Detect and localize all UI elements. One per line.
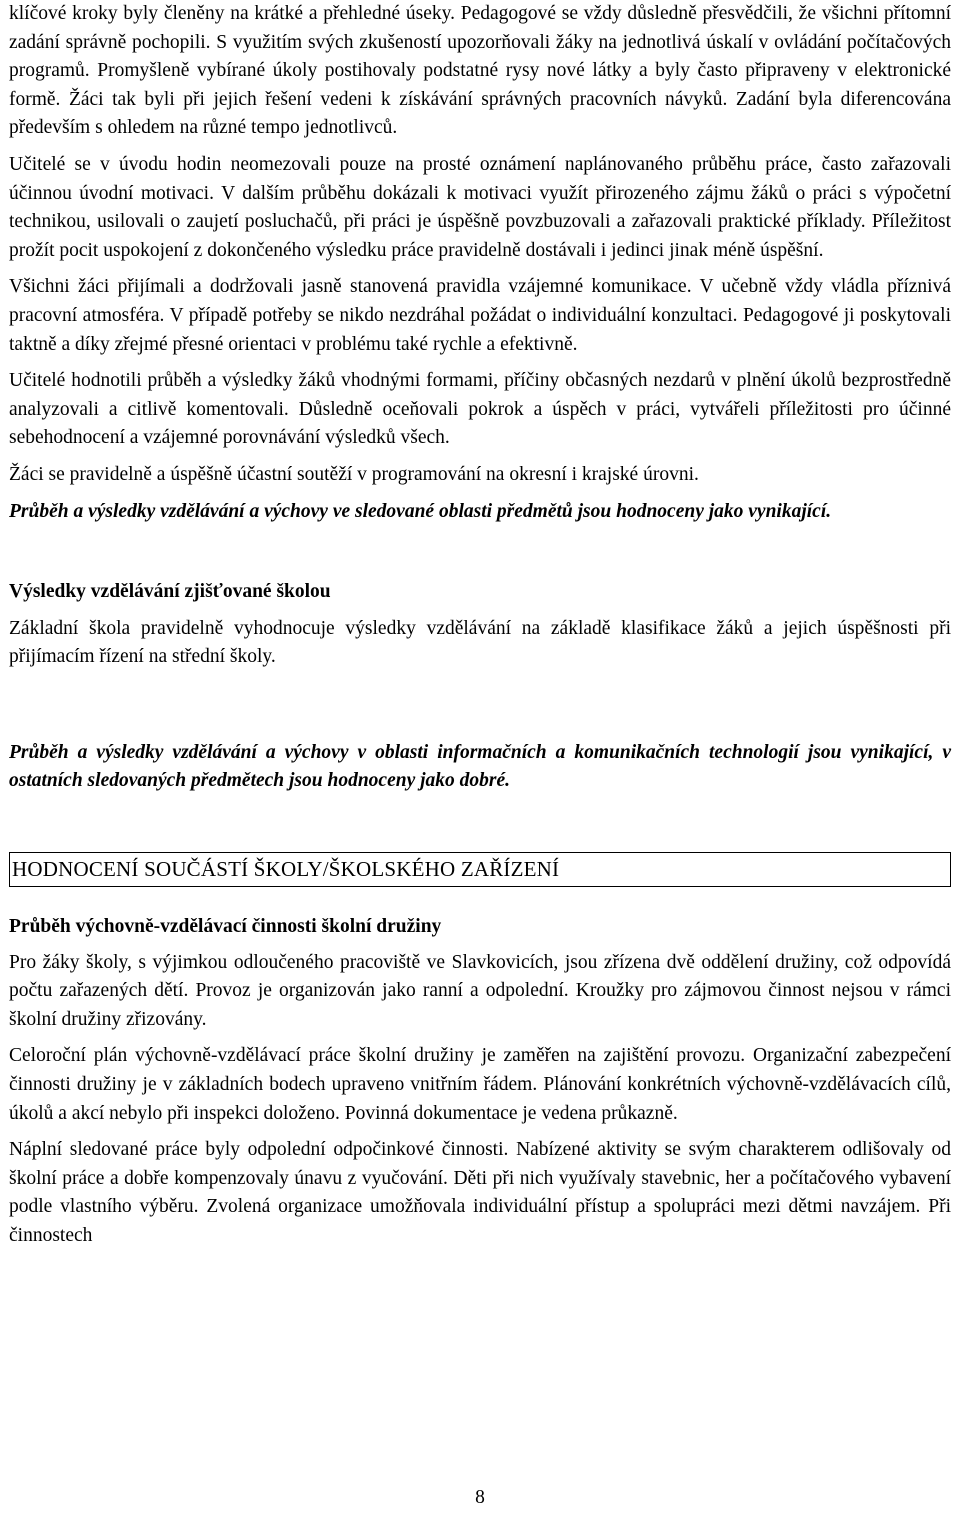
heading-after-school-club: Průběh výchovně-vzdělávací činnosti školní družiny xyxy=(9,916,442,938)
paragraph-teacher-motivation: Učitelé se v úvodu hodin neomezovali pouze na prosté oznámení naplánovaného průběhu práce, často zařazovali účinnou úvodní motivaci. V dalším průběhu dokázali k motivaci využít přirozeného zájmu žáků o práci s výpočetní technikou, usilovali o zaujetí posluchačů, při práci je úspěšně povzbuzovali a zařazovali praktické příklady. Příležitost prožít pocit uspokojení z dokončeného výsledku práce pravidelně dostávali i jedinci jinak méně úspěšní. xyxy=(9,153,951,261)
paragraph-lesson-steps: klíčové kroky byly členěny na krátké a přehledné úseky. Pedagogové se vždy důsledně přesvědčili, že všichni přítomní zadání správně pochopili. S využitím svých zkušeností upozorňovali žáky na jednotlivá úskalí v ovládání počítačových programů. Promyšleně vybírané úkoly postihovaly podstatné rysy nové látky a byly často připraveny v elektronické formě. Žáci tak byli při jejich řešení vedeni k získávání správných pracovních návyků. Zadání byla diferencována především s ohledem na různé tempo jednotlivců. xyxy=(9,3,951,139)
paragraph-school-results: Základní škola pravidelně vyhodnocuje výsledky vzdělávání na základě klasifikace žáků a jejich úspěšnosti při přijímacím řízení na střední školy. xyxy=(9,617,951,668)
section-title-box: HODNOCENÍ SOUČÁSTÍ ŠKOLY/ŠKOLSKÉHO ZAŘÍZENÍ xyxy=(9,852,951,887)
paragraph-club-plan: Celoroční plán výchovně-vzdělávací práce školní družiny je zaměřen na zajištění provozu. Organizační zabezpečení činnosti družiny je v základních bodech upraveno vnitřním řádem. Plánování konkrétních výchovně-vzdělávacích cílů, úkolů a akcí nebylo při inspekci doloženo. Povinná dokumentace je vedena průkazně. xyxy=(9,1045,951,1124)
paragraph-club-departments: Pro žáky školy, s výjimkou odloučeného pracoviště ve Slavkovicích, jsou zřízena dvě oddělení družiny, což odpovídá počtu zařazených dětí. Provoz je organizován jako ranní a odpolední. Kroužky pro zájmovou činnost nejsou v rámci školní družiny zřizovány. xyxy=(9,951,951,1030)
paragraph-club-activities: Náplní sledované práce byly odpolední odpočinkové činnosti. Nabízené aktivity se svým charakterem odlišovaly od školní práce a dobře kompenzovaly únavu z vyučování. Děti při nich využívaly stavebnic, her a počítačového vybavení podle vlastního výběru. Zvolená organizace umožňovala individuální přístup a spolupráci mezi dětmi navzájem. Při činnostech xyxy=(9,1139,951,1246)
paragraph-communication-rules: Všichni žáci přijímali a dodržovali jasně stanovená pravidla vzájemné komunikace. V učebně vždy vládla příznivá pracovní atmosféra. V případě potřeby se nikdo nezdráhal požádat o individuální konzultaci. Pedagogové ji poskytovali taktně a díky zřejmé přesné orientaci v problému také rychle a efektivně. xyxy=(9,276,951,355)
paragraph-evaluation: Učitelé hodnotili průběh a výsledky žáků vhodnými formami, příčiny občasných nezdarů v plnění úkolů bezprostředně analyzovali a citlivě komentovali. Důsledně oceňovali pokrok a úspěch v práci, vytvářeli příležitosti pro účinné sebehodnocení a vzájemné porovnávání výsledků všech. xyxy=(9,370,951,449)
summary-subject-area: Průběh a výsledky vzdělávání a výchovy ve sledované oblasti předmětů jsou hodnoceny jako vynikající. xyxy=(9,500,832,522)
summary-overall: Průběh a výsledky vzdělávání a výchovy v oblasti informačních a komunikačních technologií jsou vynikající, v ostatních sledovaných předmětech jsou hodnoceny jako dobré. xyxy=(9,741,951,792)
paragraph-competitions: Žáci se pravidelně a úspěšně účastní soutěží v programování na okresní i krajské úrovni. xyxy=(9,463,699,485)
document-page xyxy=(9,0,951,1251)
page-number: 8 xyxy=(475,1487,485,1508)
heading-school-results: Výsledky vzdělávání zjišťované školou xyxy=(9,581,331,603)
